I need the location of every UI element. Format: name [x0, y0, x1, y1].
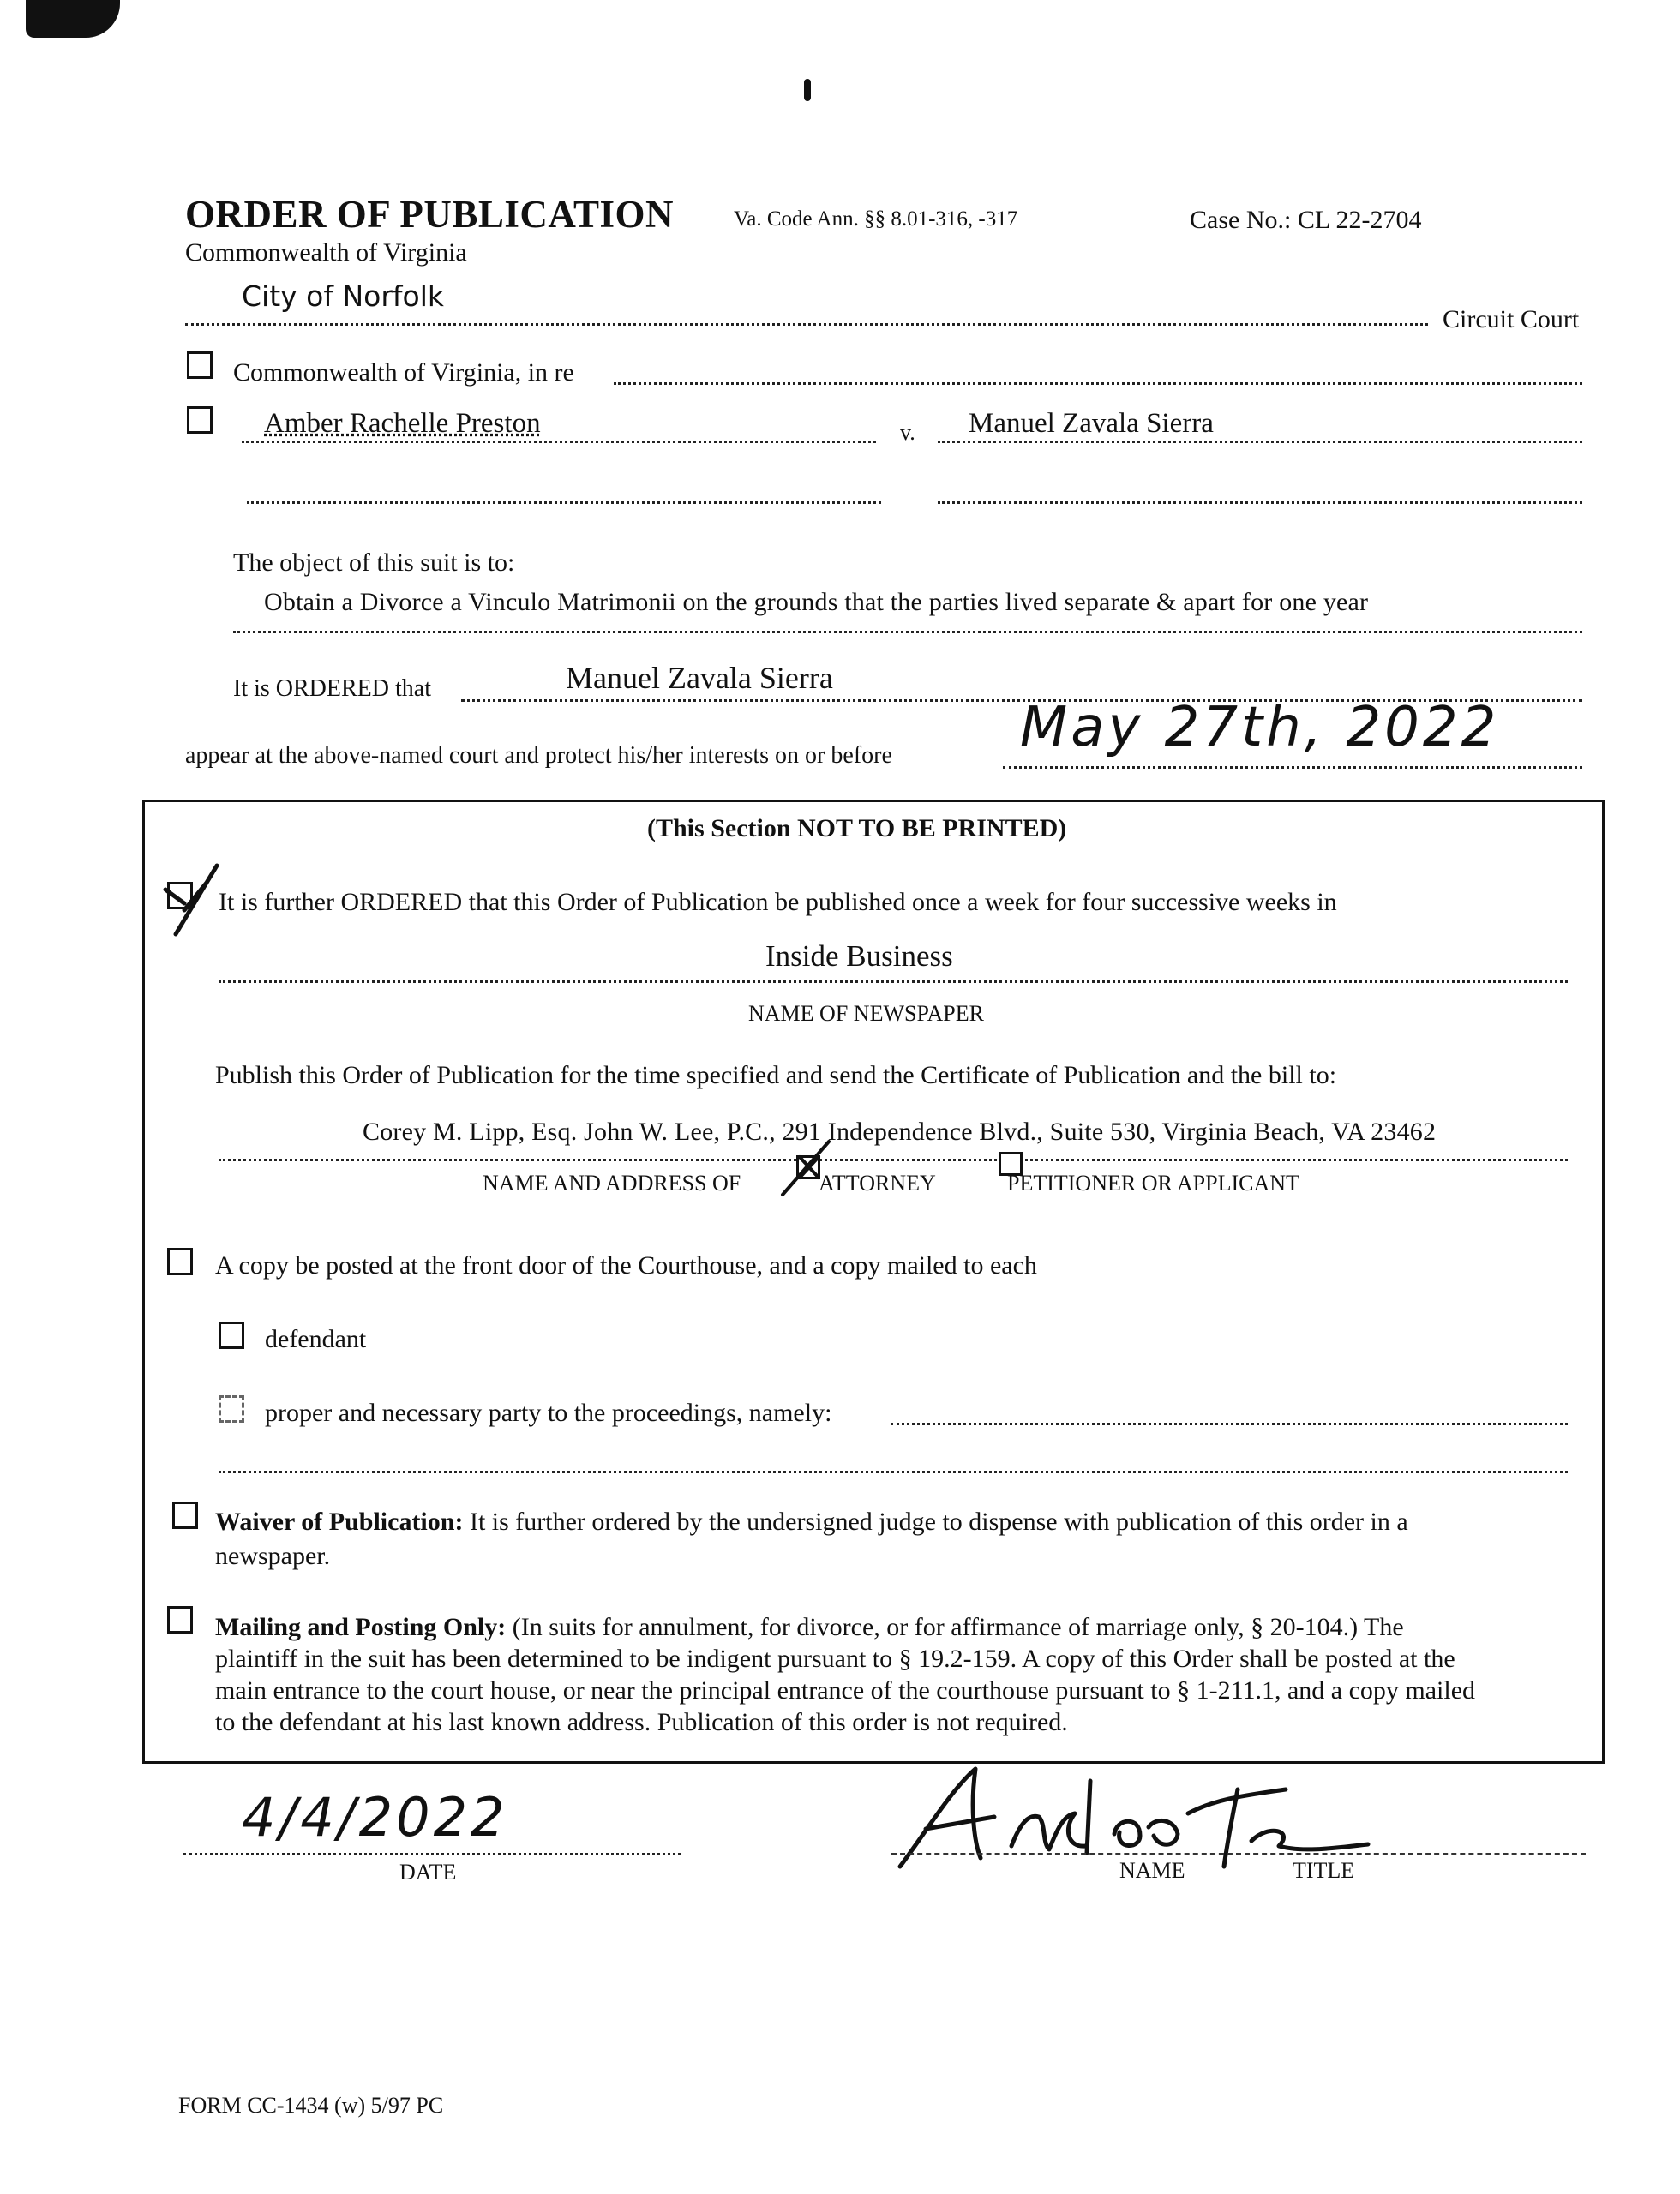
- signature-date: 4/4/2022: [242, 1786, 508, 1849]
- posting-text: A copy be posted at the front door of the Courthouse, and a copy mailed to each: [215, 1251, 1037, 1280]
- name-caption: NAME: [1119, 1858, 1185, 1883]
- party-option-line: [891, 1423, 1568, 1425]
- plaintiff-extra-line: [247, 501, 881, 504]
- scan-blot: [26, 0, 120, 38]
- in-re-checkbox[interactable]: [187, 351, 213, 379]
- date-caption: DATE: [399, 1860, 457, 1885]
- not-printed-section: [142, 800, 1605, 1764]
- plaintiff-name: Amber Rachelle Preston: [264, 408, 541, 439]
- mailing-line-2: plaintiff in the suit has been determined to be indigent pursuant to § 19.2-159. A copy of this Order shall be posted at the: [215, 1645, 1455, 1673]
- waiver-paragraph: [215, 1505, 1587, 1574]
- waiver-checkbox[interactable]: [172, 1502, 198, 1529]
- in-re-line: [614, 382, 1582, 385]
- waiver-label: Waiver of Publication:: [215, 1508, 464, 1536]
- waiver-text-2: newspaper.: [215, 1542, 331, 1570]
- scan-speck: [804, 79, 811, 101]
- case-number: [1190, 206, 1422, 235]
- commonwealth-label: Commonwealth of Virginia: [185, 238, 467, 267]
- defendant-extra-line: [938, 501, 1582, 504]
- mailing-paragraph: [215, 1611, 1595, 1738]
- object-line: [233, 631, 1582, 633]
- address-caption: [483, 1171, 1511, 1196]
- defendant-option-checkbox[interactable]: [219, 1322, 244, 1349]
- defendant-option-label: defendant: [265, 1325, 367, 1353]
- mailing-line-1: (In suits for annulment, for divorce, or for affirmance of marriage only, § 20-104.) The: [512, 1613, 1404, 1641]
- appear-date: May 27th, 2022: [1020, 696, 1500, 759]
- publish-instruction: Publish this Order of Publication for the time specified and send the Certificate of Publication and the bill to:: [215, 1061, 1337, 1089]
- newspaper-name: Inside Business: [765, 939, 953, 973]
- ordered-label: It is ORDERED that: [233, 675, 431, 702]
- newspaper-line: [219, 980, 1568, 983]
- date-line: [183, 1853, 681, 1855]
- court-type: Circuit Court: [1443, 305, 1580, 333]
- page-title: ORDER OF PUBLICATION: [185, 193, 675, 236]
- defendant-name: Manuel Zavala Sierra: [969, 408, 1214, 439]
- in-re-label: Commonwealth of Virginia, in re: [233, 358, 574, 387]
- section-heading: (This Section NOT TO BE PRINTED): [647, 814, 1067, 842]
- title-caption: TITLE: [1293, 1858, 1355, 1883]
- appear-text: appear at the above-named court and protect his/her interests on or before: [185, 742, 892, 769]
- mailing-line-4: to the defendant at his last known address. Publication of this order is not required.: [215, 1708, 1068, 1736]
- versus-label: v.: [900, 420, 915, 445]
- billing-address: Corey M. Lipp, Esq. John W. Lee, P.C., 291 Independence Blvd., Suite 530, Virginia Beach, VA 23462: [363, 1118, 1437, 1146]
- address-caption-prefix: NAME AND ADDRESS OF: [483, 1171, 741, 1196]
- ordered-party: Manuel Zavala Sierra: [566, 661, 833, 695]
- form-id: FORM CC-1434 (w) 5/97 PC: [178, 2093, 444, 2118]
- plaintiff-line: [242, 441, 876, 443]
- mailing-line-3: main entrance to the court house, or near the principal entrance of the courthouse pursuant to § 1-211.1, and a copy mailed: [215, 1676, 1476, 1705]
- further-ordered-checkmark: [159, 860, 227, 938]
- object-text: Obtain a Divorce a Vinculo Matrimonii on the grounds that the parties lived separate & apart for one year: [264, 588, 1369, 616]
- newspaper-caption: NAME OF NEWSPAPER: [748, 1001, 984, 1026]
- billing-address-line: [219, 1159, 1568, 1161]
- waiver-text: It is further ordered by the undersigned judge to dispense with publication of this order in a: [469, 1508, 1408, 1536]
- parties-checkbox[interactable]: [187, 406, 213, 434]
- party-option-label: proper and necessary party to the proceedings, namely:: [265, 1399, 832, 1427]
- mailing-label: Mailing and Posting Only:: [215, 1613, 507, 1641]
- court-city: City of Norfolk: [242, 279, 444, 313]
- statute-reference: Va. Code Ann. §§ 8.01-316, -317: [734, 207, 1018, 231]
- case-number-value: CL 22-2704: [1297, 206, 1422, 234]
- attorney-label: ATTORNEY: [819, 1171, 936, 1196]
- appear-date-line: [1003, 766, 1582, 769]
- object-label: The object of this suit is to:: [233, 548, 515, 577]
- further-ordered-text: It is further ORDERED that this Order of Publication be published once a week for four successive weeks in: [219, 888, 1337, 916]
- case-label: Case No.:: [1190, 206, 1292, 234]
- party-option-line-2: [219, 1471, 1568, 1473]
- signature-line: [891, 1853, 1586, 1855]
- posting-checkbox[interactable]: [167, 1248, 193, 1275]
- mailing-checkbox[interactable]: [167, 1606, 193, 1634]
- defendant-line: [938, 441, 1582, 443]
- petitioner-label: PETITIONER OR APPLICANT: [1007, 1171, 1299, 1196]
- party-option-checkbox[interactable]: [219, 1395, 244, 1423]
- court-city-line: [185, 323, 1428, 326]
